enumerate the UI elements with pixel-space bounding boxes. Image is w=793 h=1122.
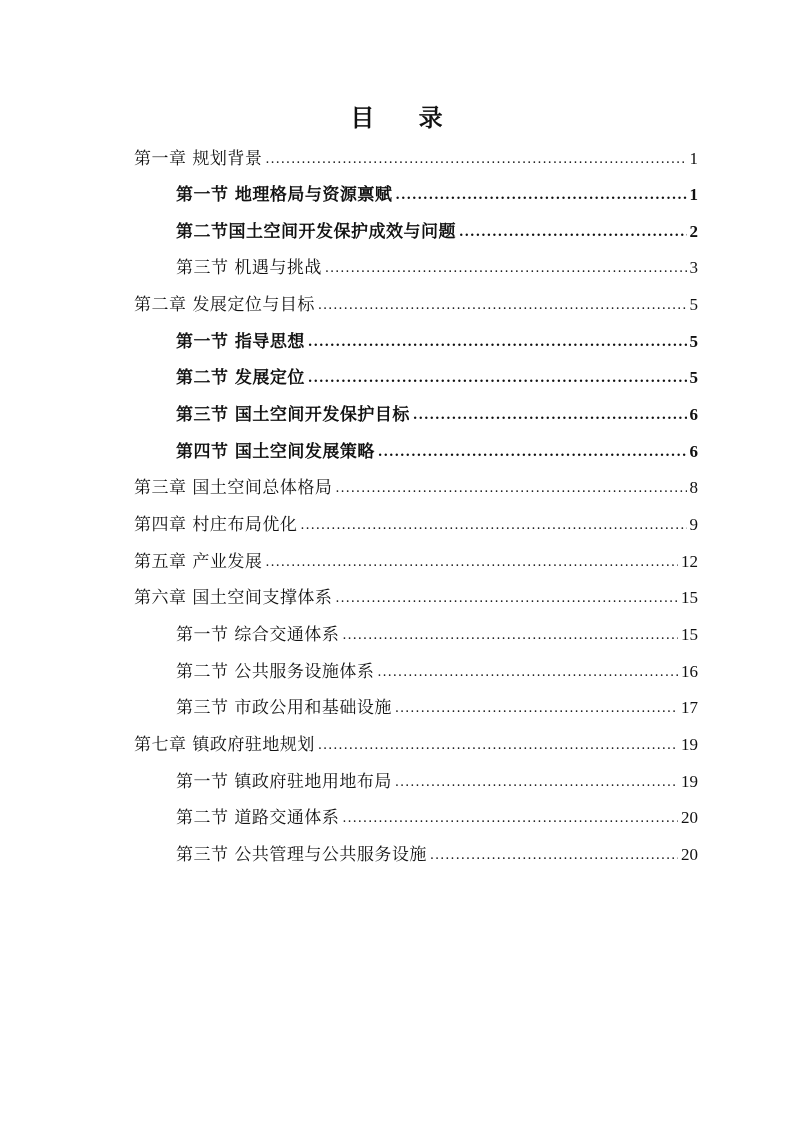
toc-entry-label: 第一节 镇政府驻地用地布局: [176, 772, 392, 792]
toc-leader-dots: [308, 328, 687, 358]
toc-leader-dots: [395, 694, 678, 724]
toc-entry-label: 第六章 国土空间支撑体系: [134, 588, 333, 608]
toc-entry-label: 第五章 产业发展: [134, 552, 263, 572]
toc-leader-dots: [300, 511, 686, 541]
toc-leader-dots: [335, 474, 686, 504]
toc-entry[interactable]: [176, 327, 698, 357]
toc-entry[interactable]: [176, 217, 698, 247]
toc-entry[interactable]: [134, 290, 698, 320]
toc-page-number: 16: [681, 662, 698, 681]
toc-entry-label: 第二章 发展定位与目标: [134, 295, 315, 315]
toc-entry[interactable]: [176, 363, 698, 393]
toc-entry[interactable]: [134, 730, 698, 760]
toc-page-number: 1: [689, 185, 698, 204]
toc-leader-dots: [325, 254, 687, 284]
toc-leader-dots: [413, 401, 687, 431]
toc-page-number: 9: [689, 515, 698, 534]
toc-page-number: 5: [689, 332, 698, 351]
toc-leader-dots: [308, 364, 687, 394]
toc-entry-label: 第三节 机遇与挑战: [176, 258, 322, 278]
toc-page-number: 12: [681, 552, 698, 571]
toc-entry-label: 第二节 公共服务设施体系: [176, 662, 375, 682]
toc-leader-dots: [265, 145, 686, 175]
toc-entry[interactable]: [176, 693, 698, 723]
toc-entry-label: 第二节 发展定位: [176, 368, 305, 388]
toc-entry[interactable]: [176, 400, 698, 430]
toc-page-number: 2: [689, 222, 698, 241]
toc-entry-label: 第三章 国土空间总体格局: [134, 478, 333, 498]
toc-entry[interactable]: [176, 620, 698, 650]
toc-entry[interactable]: [134, 144, 698, 174]
toc-entry[interactable]: [176, 253, 698, 283]
toc-entry-label: 第三节 国土空间开发保护目标: [176, 405, 410, 425]
toc-leader-dots: [395, 768, 678, 798]
toc-leader-dots: [378, 438, 687, 468]
toc-leader-dots: [377, 658, 678, 688]
toc-entry-label: 第四节 国土空间发展策略: [176, 442, 375, 462]
toc-page-number: 19: [681, 735, 698, 754]
toc-page-number: 6: [689, 405, 698, 424]
toc-leader-dots: [342, 804, 678, 834]
toc-entry-label: 第二节 道路交通体系: [176, 808, 340, 828]
toc-page-number: 3: [689, 258, 698, 277]
toc-page-number: 8: [689, 478, 698, 497]
toc-leader-dots: [459, 218, 687, 248]
toc-page-number: 19: [681, 772, 698, 791]
toc-entry[interactable]: [134, 547, 698, 577]
toc-page-number: 15: [681, 588, 698, 607]
toc-leader-dots: [430, 841, 678, 871]
toc-entry[interactable]: [176, 767, 698, 797]
toc-leader-dots: [318, 731, 678, 761]
toc-entry[interactable]: [176, 803, 698, 833]
toc-leader-dots: [335, 584, 678, 614]
toc-entry[interactable]: [134, 473, 698, 503]
toc-entry[interactable]: [176, 657, 698, 687]
toc-entry-label: 第七章 镇政府驻地规划: [134, 735, 315, 755]
toc-entry-label: 第二节国土空间开发保护成效与问题: [176, 222, 456, 242]
toc-page-number: 5: [689, 295, 698, 314]
toc-entry[interactable]: [134, 510, 698, 540]
toc-leader-dots: [395, 181, 686, 211]
toc-entry-label: 第一节 地理格局与资源禀赋: [176, 185, 393, 205]
toc-entry[interactable]: [134, 583, 698, 613]
toc-page-number: 20: [681, 845, 698, 864]
toc-page-number: 6: [689, 442, 698, 461]
toc-entry-label: 第三节 公共管理与公共服务设施: [176, 845, 427, 865]
toc-entry[interactable]: [176, 437, 698, 467]
toc-page-number: 15: [681, 625, 698, 644]
toc-page-number: 5: [689, 368, 698, 387]
toc-entry[interactable]: [176, 840, 698, 870]
toc-page-number: 17: [681, 698, 698, 717]
toc-leader-dots: [342, 621, 678, 651]
toc-entry[interactable]: [176, 180, 698, 210]
toc-leader-dots: [318, 291, 687, 321]
toc-page-number: 1: [689, 149, 698, 168]
toc-entry-label: 第四章 村庄布局优化: [134, 515, 298, 535]
page-title: 目 录: [350, 104, 461, 132]
toc-entry-label: 第一节 综合交通体系: [176, 625, 340, 645]
toc-entry-label: 第一节 指导思想: [176, 332, 305, 352]
toc-entry-label: 第三节 市政公用和基础设施: [176, 698, 392, 718]
toc-entry-label: 第一章 规划背景: [134, 149, 263, 169]
toc-leader-dots: [265, 548, 678, 578]
toc-page-number: 20: [681, 808, 698, 827]
